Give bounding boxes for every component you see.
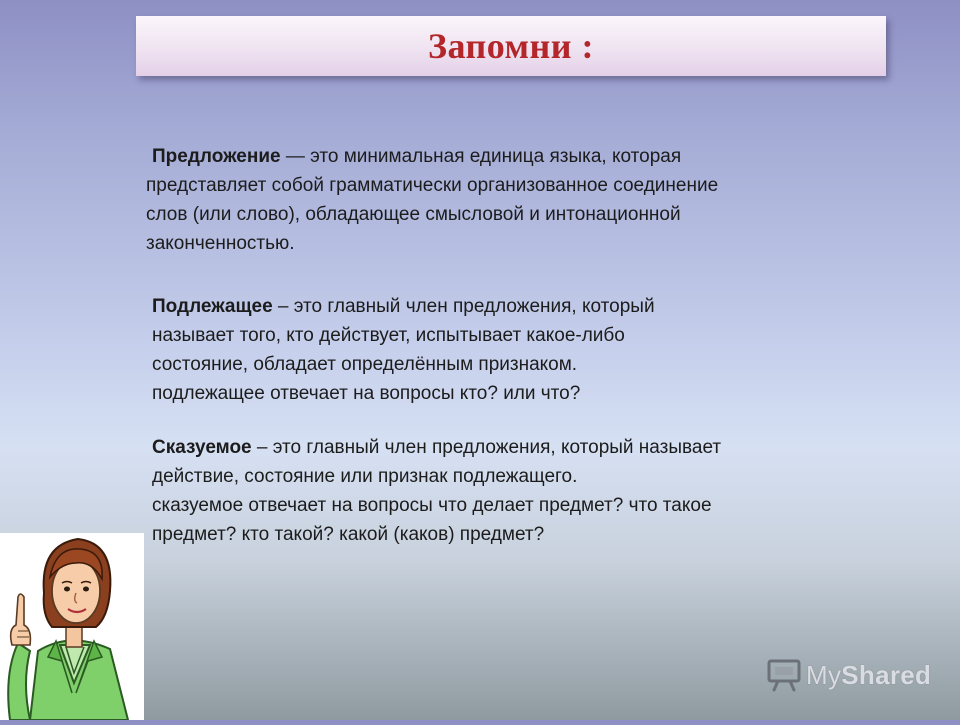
- logo-suffix: Shared: [841, 659, 932, 690]
- slide-title: Запомни :: [427, 26, 595, 66]
- definition-sentence-line-1: [146, 142, 886, 171]
- definition-subject-text-1: – это главный член предложения, который: [272, 296, 655, 317]
- logo-text: [806, 660, 931, 691]
- definition-subject-line-1: [152, 292, 852, 321]
- definition-predicate-line-2: действие, состояние или признак подлежащего.: [152, 466, 578, 487]
- teacher-figure-icon: [0, 533, 144, 720]
- definition-predicate-text-1: – это главный член предложения, который называет: [251, 437, 722, 458]
- term-subject: Подлежащее: [152, 296, 273, 317]
- logo-prefix: My: [806, 659, 842, 690]
- definition-subject-line-2: называет того, кто действует, испытывает какое-либо: [152, 325, 625, 346]
- definition-sentence-text-1: — это минимальная единица языка, которая: [280, 146, 682, 167]
- term-sentence: Предложение: [152, 146, 281, 167]
- definition-predicate-line-1: [152, 433, 892, 462]
- definition-predicate-line-3: сказуемое отвечает на вопросы что делает предмет? что такое: [152, 495, 712, 516]
- teacher-illustration: [0, 533, 144, 720]
- definition-sentence: [146, 142, 886, 258]
- definition-subject-line-4: подлежащее отвечает на вопросы кто? или что?: [152, 383, 581, 404]
- definition-predicate-line-4: предмет? кто такой? какой (каков) предмет?: [152, 524, 545, 545]
- term-predicate: Сказуемое: [152, 437, 252, 458]
- definition-sentence-line-2: представляет собой грамматически организованное соединение: [146, 175, 719, 196]
- definition-subject: [152, 292, 852, 408]
- definition-sentence-line-4: законченностью.: [146, 233, 295, 254]
- myshared-logo: [766, 656, 931, 694]
- title-banner: [136, 16, 886, 76]
- presentation-board-icon: [766, 658, 802, 692]
- definition-subject-line-3: состояние, обладает определённым признаком.: [152, 354, 578, 375]
- definition-sentence-line-3: слов (или слово), обладающее смысловой и интонационной: [146, 204, 681, 225]
- definition-predicate: [152, 433, 892, 549]
